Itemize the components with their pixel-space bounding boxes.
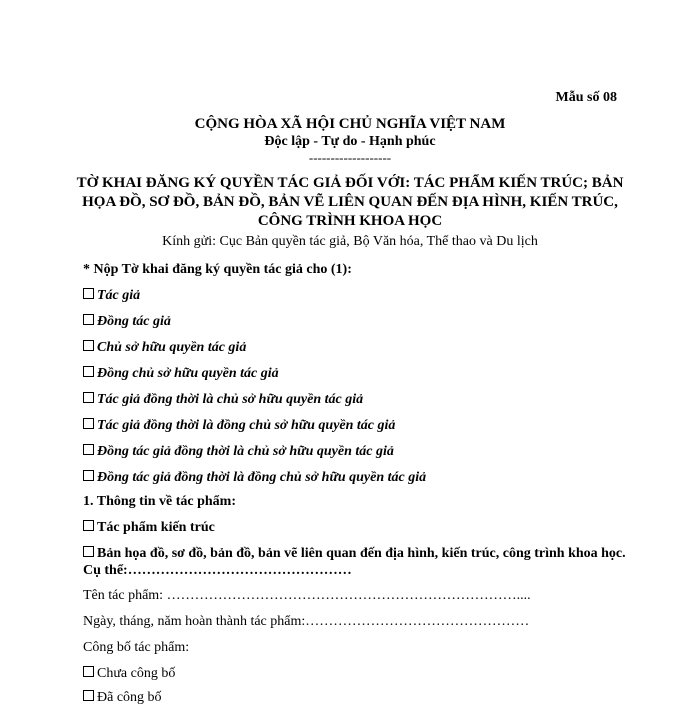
checkbox[interactable] xyxy=(83,366,94,377)
option-published[interactable]: Đã công bố xyxy=(83,690,162,706)
submit-for-heading: * Nộp Tờ khai đăng ký quyền tác giả cho (1): xyxy=(83,262,352,277)
option-co-owner[interactable]: Đồng chủ sở hữu quyền tác giả xyxy=(83,366,279,382)
section1-heading: 1. Thông tin về tác phẩm: xyxy=(83,494,236,509)
document-title xyxy=(0,174,700,231)
checkbox[interactable] xyxy=(83,392,94,403)
nation-title: CỘNG HÒA XÃ HỘI CHỦ NGHĨA VIỆT NAM xyxy=(194,116,506,132)
option-unpublished[interactable]: Chưa công bố xyxy=(83,666,175,682)
specific-field[interactable]: Cụ thể:………………………………………… xyxy=(83,563,352,578)
checkbox[interactable] xyxy=(83,520,94,531)
checkbox[interactable] xyxy=(83,470,94,481)
checkbox[interactable] xyxy=(83,666,94,677)
option-copyright-owner[interactable]: Chủ sở hữu quyền tác giả xyxy=(83,340,246,356)
checkbox[interactable] xyxy=(83,340,94,351)
form-number: Mẫu số 08 xyxy=(555,90,617,105)
title-line-2: HỌA ĐỒ, SƠ ĐỒ, BẢN ĐỒ, BẢN VẼ LIÊN QUAN ĐẾN ĐỊA HÌNH, KIẾN TRÚC, xyxy=(82,194,618,210)
addressee: Kính gửi: Cục Bản quyền tác giả, Bộ Văn hóa, Thể thao và Du lịch xyxy=(162,234,538,249)
motto: Độc lập - Tự do - Hạnh phúc xyxy=(264,134,436,149)
checkbox[interactable] xyxy=(83,546,94,557)
title-line-3: CÔNG TRÌNH KHOA HỌC xyxy=(257,213,443,229)
option-co-author-and-co-owner[interactable]: Đồng tác giả đồng thời là đồng chủ sở hữu quyền tác giả xyxy=(83,470,426,486)
option-co-author-and-owner[interactable]: Đồng tác giả đồng thời là chủ sở hữu quyền tác giả xyxy=(83,444,394,460)
checkbox[interactable] xyxy=(83,444,94,455)
title-line-1: TỜ KHAI ĐĂNG KÝ QUYỀN TÁC GIẢ ĐỐI VỚI: TÁC PHẨM KIẾN TRÚC; BẢN xyxy=(76,175,624,191)
header-divider: ------------------- xyxy=(308,150,392,165)
option-co-author[interactable]: Đồng tác giả xyxy=(83,314,171,330)
checkbox[interactable] xyxy=(83,314,94,325)
work-name-field[interactable]: Tên tác phẩm: ………………………………………………………………….... xyxy=(83,588,531,603)
option-author-and-owner[interactable]: Tác giả đồng thời là chủ sở hữu quyền tác giả xyxy=(83,392,363,408)
checkbox[interactable] xyxy=(83,690,94,701)
checkbox[interactable] xyxy=(83,418,94,429)
option-architectural-work[interactable]: Tác phẩm kiến trúc xyxy=(83,520,215,536)
option-drawings-maps[interactable]: Bản họa đồ, sơ đồ, bản đồ, bản vẽ liên quan đến địa hình, kiến trúc, công trình khoa học. xyxy=(83,546,626,562)
publish-label: Công bố tác phẩm: xyxy=(83,640,190,655)
completion-date-field[interactable]: Ngày, tháng, năm hoàn thành tác phẩm:………………………………………… xyxy=(83,614,530,629)
checkbox[interactable] xyxy=(83,288,94,299)
option-author[interactable]: Tác giả xyxy=(83,288,140,304)
option-author-and-co-owner[interactable]: Tác giả đồng thời là đồng chủ sở hữu quyền tác giả xyxy=(83,418,395,434)
